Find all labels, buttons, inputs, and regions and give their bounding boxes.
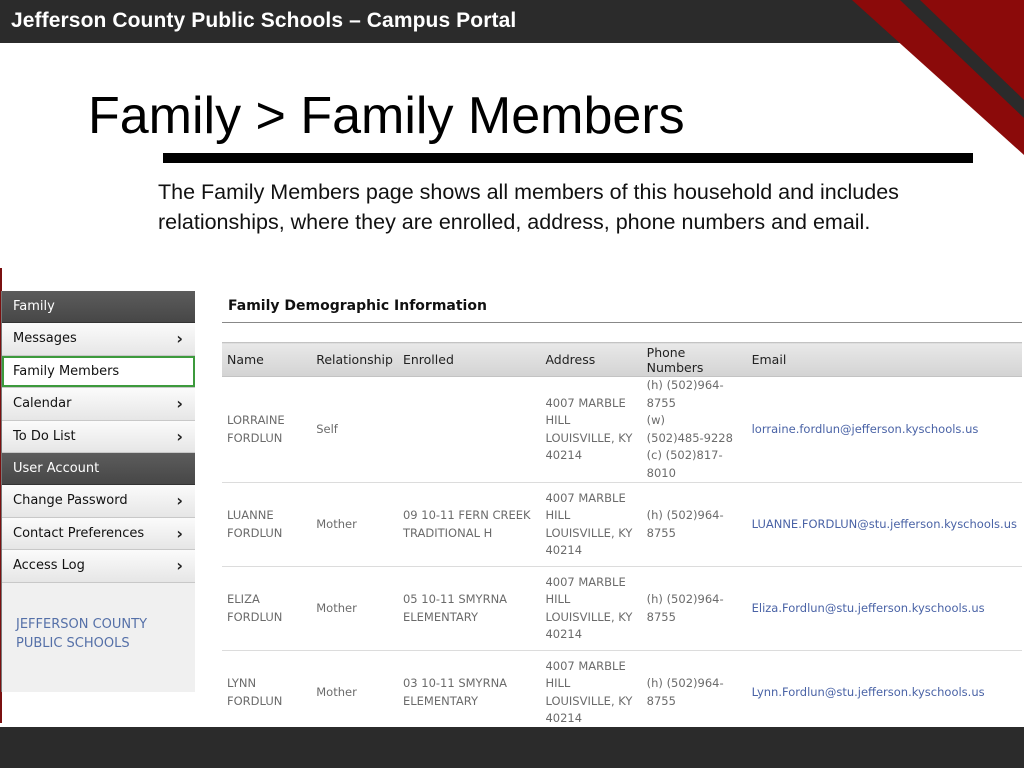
cell-phone (642, 651, 747, 735)
sidebar-item-contact-preferences[interactable] (2, 518, 195, 551)
cell-phone-line: (h) (502)964-8755 (646, 508, 724, 540)
cell-address (540, 377, 641, 483)
column-header-phone-numbers[interactable]: Phone Numbers (642, 343, 747, 377)
cell-name-line: FORDLUN (227, 609, 283, 624)
cell-address-line: 4007 MARBLE (545, 395, 626, 410)
chevron-right-icon: › (176, 556, 183, 575)
sidebar-item-label: Access Log (13, 558, 85, 573)
cell-enrolled (398, 567, 540, 651)
cell-phone-line: (502)485-9228 (646, 430, 733, 445)
sidebar-item-label: Change Password (13, 493, 128, 508)
chevron-right-icon: › (176, 491, 183, 510)
cell-email-link[interactable]: lorraine.fordlun@jefferson.kyschools.us (747, 377, 1022, 483)
cell-enrolled-line: 03 10-11 SMYRNA (402, 676, 508, 690)
family-members-table (222, 342, 1022, 735)
cell-name-line: FORDLUN (227, 430, 283, 445)
cell-address-line: LOUISVILLE, KY (545, 525, 633, 540)
sidebar-item-label: Calendar (13, 396, 72, 411)
cell-address-line: LOUISVILLE, KY (545, 693, 633, 708)
column-header-address[interactable]: Address (540, 343, 641, 377)
cell-enrolled (398, 377, 540, 483)
sidebar-item-label: To Do List (13, 428, 76, 444)
sidebar-item-to-do-list[interactable] (2, 421, 195, 454)
slide-description: The Family Members page shows all members of this household and includes relationships, where they are enrolled, address, phone numbers and email. (158, 180, 899, 234)
cell-relationship: Mother (311, 567, 398, 651)
cell-name-line: ELIZA (227, 592, 260, 606)
table-row[interactable] (222, 567, 1022, 651)
district-name[interactable] (2, 583, 176, 653)
cell-address (540, 483, 641, 567)
cell-address (540, 567, 641, 651)
cell-address-line: LOUISVILLE, KY (545, 609, 633, 624)
cell-address-line: HILL (545, 592, 571, 606)
cell-relationship: Mother (311, 651, 398, 735)
cell-enrolled-line: ELEMENTARY (402, 609, 478, 624)
cell-name-line: LYNN (227, 676, 257, 690)
cell-name-line: FORDLUN (227, 525, 283, 540)
cell-name (222, 483, 311, 567)
district-name-line: JEFFERSON COUNTY (16, 616, 148, 632)
sidebar (1, 291, 195, 692)
cell-name (222, 567, 311, 651)
table-header-row (222, 343, 1022, 377)
banner-title: Jefferson County Public Schools – Campus Portal (11, 9, 517, 32)
cell-email-link[interactable]: Lynn.Fordlun@stu.jefferson.kyschools.us (747, 651, 1022, 735)
cell-phone-line: (h) (502)964-8755 (646, 592, 724, 624)
cell-address-line: LOUISVILLE, KY (545, 430, 633, 445)
cell-address-line: 4007 MARBLE (545, 574, 626, 589)
column-header-email[interactable]: Email (747, 343, 1022, 377)
chevron-right-icon: › (176, 329, 183, 348)
title-underline (163, 153, 973, 163)
sidebar-section-family: Family (2, 291, 195, 323)
cell-address-line: 40214 (545, 448, 583, 462)
sidebar-item-label: Contact Preferences (13, 525, 145, 541)
cell-name-line: LUANNE (227, 508, 274, 522)
sidebar-item-access-log[interactable] (2, 550, 195, 583)
section-title: Family Demographic Information (222, 291, 1022, 323)
cell-email-link[interactable]: LUANNE.FORDLUN@stu.jefferson.kyschools.us (747, 483, 1022, 567)
top-banner (0, 0, 1024, 43)
cell-relationship: Self (311, 377, 398, 483)
cell-address-line: HILL (545, 508, 571, 522)
cell-enrolled-line: ELEMENTARY (402, 693, 478, 708)
cell-name (222, 377, 311, 483)
cell-phone (642, 483, 747, 567)
column-header-relationship[interactable]: Relationship (311, 343, 398, 377)
cell-enrolled-line: 09 10-11 FERN CREEK (402, 508, 531, 522)
bottom-banner (0, 727, 1024, 768)
cell-address-line: 4007 MARBLE (545, 490, 626, 505)
cell-enrolled (398, 483, 540, 567)
slide-title: Family > Family Members (88, 87, 685, 145)
sidebar-section-user-account: User Account (2, 453, 195, 485)
table-body (222, 377, 1022, 735)
column-header-name[interactable]: Name (222, 343, 311, 377)
table-row[interactable] (222, 651, 1022, 735)
cell-name-line: FORDLUN (227, 693, 283, 708)
cell-phone-line: (w) (646, 413, 666, 427)
cell-enrolled-line: TRADITIONAL H (402, 525, 493, 540)
cell-phone (642, 377, 747, 483)
chevron-right-icon: › (176, 394, 183, 413)
chevron-right-icon: › (176, 523, 183, 543)
sidebar-item-messages[interactable] (2, 323, 195, 356)
cell-address-line: 40214 (545, 711, 583, 725)
sidebar-item-family-members[interactable] (2, 356, 195, 389)
table-row[interactable] (222, 377, 1022, 483)
cell-enrolled-line: 05 10-11 SMYRNA (402, 592, 508, 606)
table-row[interactable] (222, 483, 1022, 567)
cell-address-line: 4007 MARBLE (545, 658, 626, 673)
cell-address-line: 40214 (545, 543, 583, 557)
cell-phone (642, 567, 747, 651)
cell-address-line: HILL (545, 413, 571, 427)
cell-phone-line: (h) (502)964-8755 (646, 378, 724, 410)
cell-phone-line: (c) (502)817-8010 (646, 448, 723, 480)
chevron-right-icon: › (176, 426, 183, 446)
cell-enrolled (398, 651, 540, 735)
sidebar-item-change-password[interactable] (2, 485, 195, 518)
column-header-enrolled[interactable]: Enrolled (398, 343, 540, 377)
cell-name (222, 651, 311, 735)
cell-address (540, 651, 641, 735)
cell-phone-line: (h) (502)964-8755 (646, 676, 724, 708)
cell-relationship: Mother (311, 483, 398, 567)
cell-name-line: LORRAINE (227, 413, 285, 427)
sidebar-item-label: Messages (13, 331, 77, 346)
main-content (222, 291, 1022, 735)
district-name-line: PUBLIC SCHOOLS (16, 635, 130, 651)
sidebar-item-calendar[interactable] (2, 388, 195, 421)
cell-email-link[interactable]: Eliza.Fordlun@stu.jefferson.kyschools.us (747, 567, 1022, 651)
sidebar-item-label: Family Members (13, 363, 120, 379)
cell-address-line: HILL (545, 676, 571, 690)
cell-address-line: 40214 (545, 627, 583, 641)
